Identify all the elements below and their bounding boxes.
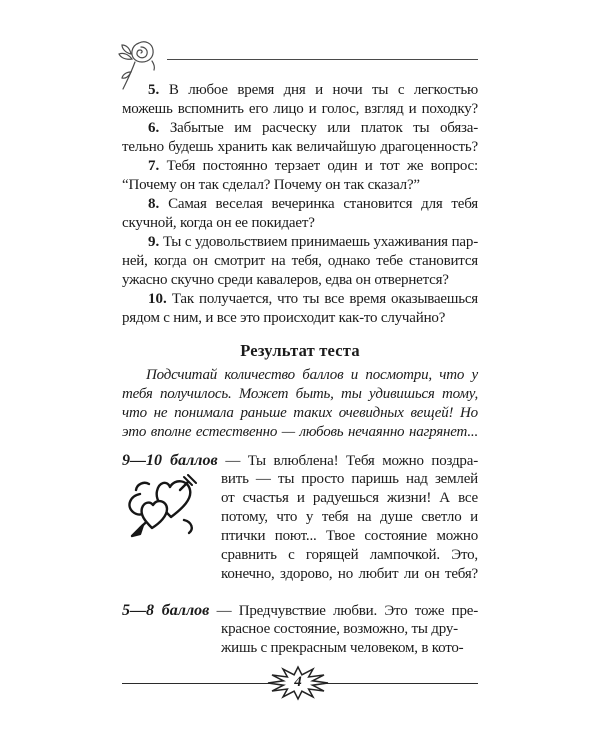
page-number: 4 [294, 674, 302, 690]
question-text: Забытые им расческу или платок ты обяза- [169, 120, 478, 136]
question-line [122, 81, 478, 100]
question-number: 9. [148, 234, 160, 250]
header-divider [167, 59, 478, 60]
result-heading: Результат теста [240, 341, 360, 360]
hearts-arrow-icon [124, 474, 202, 538]
question-text: В любое время дня и ночи ты с легкостью [168, 82, 478, 98]
score-label: 9—10 баллов [122, 452, 218, 469]
question-line: можешь вспомнить его лицо и голос, взгляд и походку? [122, 101, 478, 117]
question-text: Ты с удовольствием принимаешь ухаживания пар- [163, 234, 478, 250]
question-line: тельно будешь хранить как величайшую драгоценность? [122, 139, 478, 155]
score-line: конечно, здорово, но любит ли он тебя? [221, 566, 478, 582]
score-section-9-10 [122, 451, 478, 584]
score-label: 5—8 баллов [122, 602, 210, 619]
question-number: 7. [148, 158, 160, 174]
question-number: 6. [148, 120, 160, 136]
question-number: 8. [148, 196, 160, 212]
question-line [122, 290, 478, 309]
result-intro [122, 366, 478, 442]
score-line: потому, что у тебя на душе светло и [221, 509, 478, 525]
intro-line: это вполне естественно — любовь нечаянно нагрянет... [122, 424, 478, 440]
score-line: птички поют... Твое состояние можно [221, 528, 478, 544]
question-line [122, 233, 478, 252]
score-text: — Предчувствие любви. Это тоже пре- [216, 603, 478, 619]
score-line [122, 601, 478, 620]
intro-line: что не понимала раньше таких очевидных вещей! Но [122, 405, 478, 421]
score-line: красное состояние, возможно, ты дру- [221, 621, 458, 637]
question-line [122, 195, 478, 214]
question-text: Самая веселая вечеринка становится для тебя [168, 196, 478, 212]
question-line [122, 157, 478, 176]
score-line: вить — ты просто паришь над землей [221, 471, 478, 487]
score-line: жишь с прекрасным человеком, в кото- [221, 640, 464, 656]
score-section-5-8 [122, 601, 478, 658]
score-line: сравнить с горящей лампочкой. Это, [221, 547, 478, 563]
intro-line: Подсчитай количество баллов и посмотри, что у [146, 367, 478, 383]
score-line: от счастья и радуешься жизни! А все [221, 490, 478, 506]
question-number: 10. [148, 291, 167, 307]
question-line: ней, когда он смотрит на тебя, однако тебе становится [122, 253, 478, 269]
question-line: ужасно скучно среди кавалеров, едва он отвернется? [122, 272, 449, 288]
question-line [122, 119, 478, 138]
questions-list [122, 81, 478, 328]
score-text: — Ты влюблена! Тебя можно поздра- [225, 453, 478, 469]
score-line [122, 451, 478, 470]
question-line: скучной, когда он ее покидает? [122, 215, 315, 231]
question-text: Так получается, что ты все время оказываешься [171, 291, 479, 307]
question-number: 5. [148, 82, 160, 98]
question-text: Тебя постоянно терзает один и тот же вопрос: [166, 158, 478, 174]
question-line: “Почему он так сделал? Почему он так сказал?” [122, 177, 420, 193]
intro-line: тебя получилось. Может быть, ты удивишься тому, [122, 386, 478, 402]
question-line: рядом с ним, и все это происходит как-то случайно? [122, 310, 446, 326]
